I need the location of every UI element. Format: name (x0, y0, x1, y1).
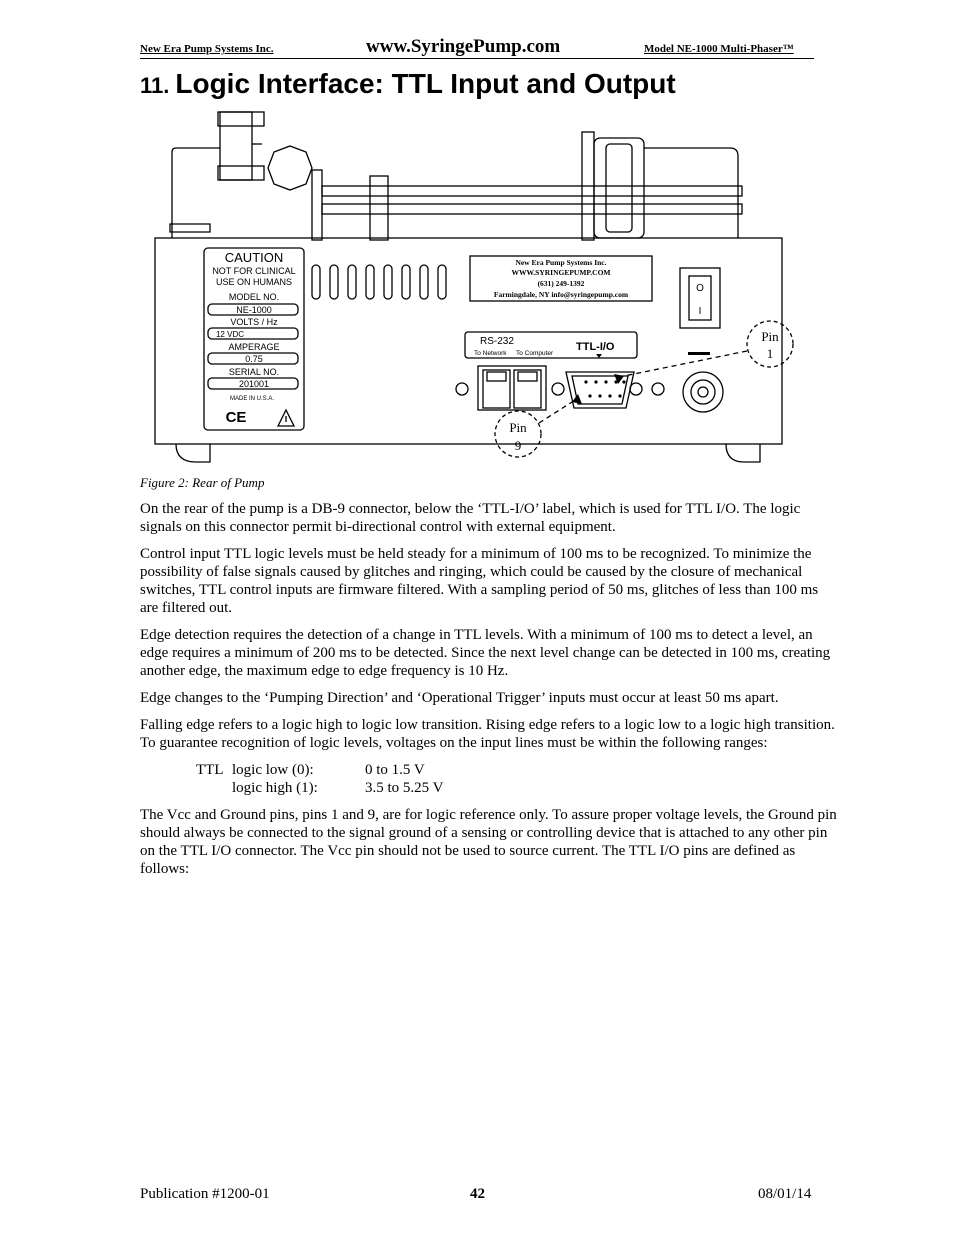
volts-value: 12 VDC (215, 330, 245, 339)
amperage-heading: AMPERAGE (228, 342, 280, 352)
amperage-value: 0.75 (245, 354, 263, 364)
figure-caption: Figure 2: Rear of Pump (140, 475, 265, 490)
pump-rear-figure (140, 108, 820, 470)
caution-title: CAUTION (224, 250, 284, 265)
pin1-label-word: Pin (761, 329, 779, 344)
footer-publication: Publication #1200-01 (140, 1186, 270, 1202)
switch-off-label: O (696, 283, 704, 294)
ttl-io-label: TTL-I/O (576, 341, 615, 353)
ttl-level-value: 3.5 to 5.25 V (365, 780, 444, 796)
table-row (196, 761, 443, 779)
header-website: www.SyringePump.com (366, 36, 561, 57)
paragraph: On the rear of the pump is a DB-9 connector, below the ‘TTL-I/O’ label, which is used for TTL I/O. The logic signals on this connector permit bi-directional control with external equipment. (140, 501, 801, 535)
model-value: NE-1000 (236, 305, 272, 315)
header-company: New Era Pump Systems Inc. (140, 43, 274, 55)
body-text (140, 500, 840, 887)
section-number: 11. (140, 73, 170, 98)
ttl-levels-table (196, 761, 443, 797)
made-in-text: MADE IN U.S.A. (229, 396, 275, 402)
company-phone: (631) 249-1392 (537, 279, 585, 288)
ce-mark: CE (225, 409, 247, 426)
header-rule (140, 58, 814, 59)
pin1-label-number: 1 (766, 346, 774, 361)
paragraph: Falling edge refers to a logic high to logic low transition. Rising edge refers to a logic low to a logic high transition. To guarantee recognition of logic levels, voltages on the input lines must be within the following ranges: (140, 717, 835, 751)
paragraph: The Vcc and Ground pins, pins 1 and 9, are for logic reference only. To assure proper voltage levels, the Ground pin should always be connected to the signal ground of a sensing or controlling device that is attached to any other pin on the TTL I/O connector. The Vcc pin should not be used to source current. The TTL I/O pins are defined as follows: (140, 807, 837, 877)
footer-page-number: 42 (470, 1186, 485, 1202)
serial-heading: SERIAL NO. (228, 367, 280, 377)
model-heading: MODEL NO. (228, 292, 280, 302)
to-computer-label: To Computer (516, 350, 554, 357)
rs232-label: RS-232 (480, 336, 514, 347)
pin9-label-number: 9 (514, 438, 522, 453)
ttl-prefix: TTL (196, 762, 224, 778)
company-name: New Era Pump Systems Inc. (515, 258, 607, 267)
ttl-level-label: logic low (0): (232, 762, 314, 778)
company-address: Farmingdale, NY info@syringepump.com (493, 290, 629, 299)
to-network-label: To Network (474, 350, 507, 357)
footer-date: 08/01/14 (758, 1186, 812, 1202)
serial-value: 201001 (238, 379, 270, 389)
table-row (196, 779, 443, 797)
volts-heading: VOLTS / Hz (230, 317, 278, 327)
caution-line-2: USE ON HUMANS (215, 277, 293, 287)
ttl-level-label: logic high (1): (232, 780, 318, 796)
switch-on-label: I (698, 306, 702, 317)
paragraph: Edge changes to the ‘Pumping Direction’ and ‘Operational Trigger’ inputs must occur at least 50 ms apart. (140, 690, 779, 706)
company-website: WWW.SYRINGEPUMP.COM (511, 268, 611, 277)
section-title (140, 68, 676, 100)
paragraph: Edge detection requires the detection of a change in TTL levels. With a minimum of 100 ms to detect a level, an edge requires a minimum of 200 ms to be detected. Since the next level change can be detected in 100 ms, creating another edge, the maximum edge to edge frequency is 10 Hz. (140, 627, 831, 679)
caution-line-1: NOT FOR CLINICAL (212, 266, 296, 276)
paragraph: Control input TTL logic levels must be held steady for a minimum of 100 ms to be recognized. To minimize the possibility of false signals caused by glitches and ringing, which could be caused by the closure of mechanical switches, TTL control inputs are firmware filtered. With a sampling period of 50 ms, glitches of less than 100 ms are filtered out. (140, 546, 819, 616)
section-title-text: Logic Interface: TTL Input and Output (175, 68, 676, 99)
ttl-level-value: 0 to 1.5 V (365, 762, 425, 778)
ttl-prefix-empty (196, 779, 232, 797)
header-model: Model NE-1000 Multi-Phaser™ (644, 43, 794, 55)
pin9-label-word: Pin (509, 420, 527, 435)
